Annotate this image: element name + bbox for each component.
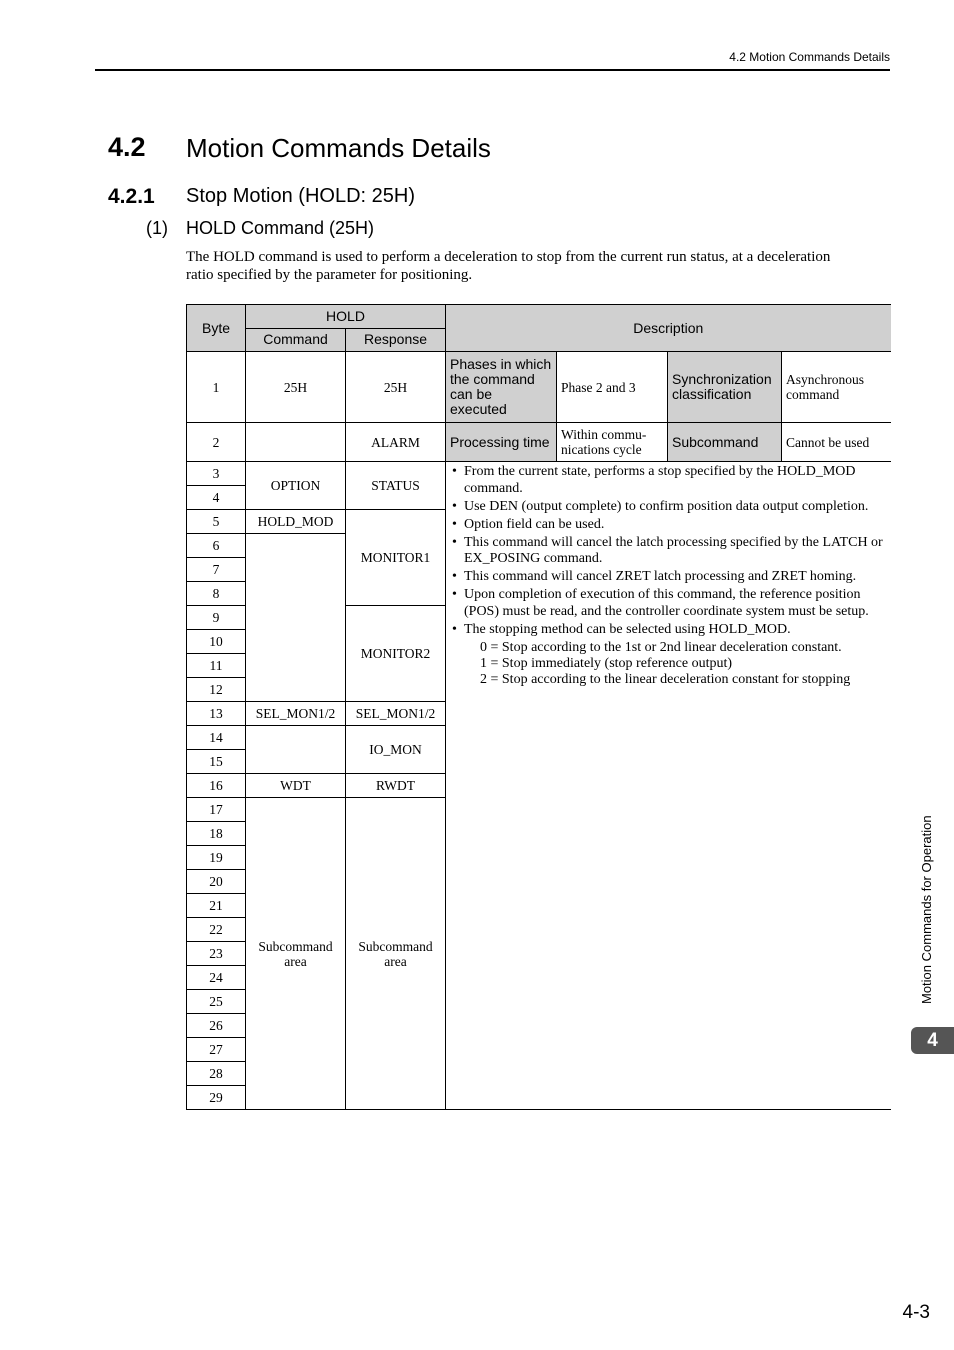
byte-cell: 10 [187, 630, 246, 654]
byte-cell: 25 [187, 990, 246, 1014]
byte-cell: 12 [187, 678, 246, 702]
byte-cell: 27 [187, 1038, 246, 1062]
byte-cell: 8 [187, 582, 246, 606]
section-title: Motion Commands Details [186, 133, 491, 163]
subsection-title: Stop Motion (HOLD: 25H) [186, 185, 415, 207]
sel-mon-command-cell: SEL_MON1/2 [246, 702, 346, 726]
description-cell [446, 462, 891, 1110]
phases-value: Phase 2 and 3 [557, 352, 668, 423]
byte-cell: 18 [187, 822, 246, 846]
byte-cell: 20 [187, 870, 246, 894]
byte-cell: 21 [187, 894, 246, 918]
monitor1-cell: MONITOR1 [346, 510, 446, 606]
byte-cell: 26 [187, 1014, 246, 1038]
intro-line: ratio specified by the parameter for positioning. [186, 267, 473, 283]
response-cell: 25H [346, 352, 446, 423]
processing-time-value: Within commu-nications cycle [557, 423, 668, 462]
header-hold: HOLD [246, 305, 446, 329]
section-number: 4.2 [108, 132, 146, 162]
empty-command-cell [246, 534, 346, 702]
byte-cell: 9 [187, 606, 246, 630]
byte-cell: 16 [187, 774, 246, 798]
status-cell: STATUS [346, 462, 446, 510]
byte-cell: 22 [187, 918, 246, 942]
empty-command-cell [246, 726, 346, 774]
stop-method-item: 2 = Stop according to the linear deceleration constant for stopping [480, 671, 851, 687]
bullet-item: • Upon completion of execution of this command, the reference position (POS) must be read, and the controller coordinate system must be setup. [452, 587, 887, 620]
rwdt-cell: RWDT [346, 774, 446, 798]
header-description: Description [446, 305, 891, 352]
phases-label: Phases in which the command can be executed [446, 352, 557, 423]
processing-time-label: Processing time [446, 423, 557, 462]
byte-cell: 29 [187, 1086, 246, 1110]
side-chapter-label: Motion Commands for Operation [919, 815, 934, 1004]
sync-value: Asynchronous command [782, 352, 891, 423]
header-byte: Byte [187, 305, 246, 352]
command-cell [246, 423, 346, 462]
stop-method-list [452, 640, 887, 688]
intro-paragraph [186, 248, 891, 284]
monitor2-cell: MONITOR2 [346, 606, 446, 702]
subcommand-area-command-cell: Subcommand area [246, 798, 346, 1110]
intro-line: The HOLD command is used to perform a deceleration to stop from the current run status, at a deceleration [186, 249, 831, 265]
byte-cell: 17 [187, 798, 246, 822]
header-rule [95, 69, 890, 71]
byte-cell: 23 [187, 942, 246, 966]
stop-method-item: 1 = Stop immediately (stop reference output) [480, 655, 733, 671]
byte-cell: 1 [187, 352, 246, 423]
bullet-item: • This command will cancel ZRET latch processing and ZRET homing. [452, 569, 887, 586]
byte-cell: 6 [187, 534, 246, 558]
subsubsection-number: (1) [146, 218, 168, 238]
subcommand-value: Cannot be used [782, 423, 891, 462]
byte-cell: 28 [187, 1062, 246, 1086]
subsubsection-title: HOLD Command (25H) [186, 218, 375, 238]
header-command: Command [246, 328, 346, 352]
byte-cell: 19 [187, 846, 246, 870]
command-cell: 25H [246, 352, 346, 423]
byte-cell: 15 [187, 750, 246, 774]
bullet-item: • The stopping method can be selected using HOLD_MOD. [452, 622, 887, 639]
bullet-item: • From the current state, performs a stop specified by the HOLD_MOD command. [452, 464, 887, 497]
chapter-tab: 4 [911, 1027, 954, 1054]
byte-cell: 4 [187, 486, 246, 510]
header-response: Response [346, 328, 446, 352]
option-cell: OPTION [246, 462, 346, 510]
sel-mon-response-cell: SEL_MON1/2 [346, 702, 446, 726]
byte-cell: 3 [187, 462, 246, 486]
description-bullets [452, 464, 887, 638]
stop-method-item: 0 = Stop according to the 1st or 2nd linear deceleration constant. [480, 639, 842, 655]
subcommand-area-response-cell: Subcommand area [346, 798, 446, 1110]
byte-cell: 5 [187, 510, 246, 534]
page-number: 4-3 [902, 1302, 930, 1323]
hold-command-table [186, 304, 891, 1110]
byte-cell: 14 [187, 726, 246, 750]
bullet-item: • Option field can be used. [452, 517, 887, 534]
io-mon-cell: IO_MON [346, 726, 446, 774]
bullet-item: • Use DEN (output complete) to confirm position data output completion. [452, 499, 887, 516]
byte-cell: 13 [187, 702, 246, 726]
subsection-number: 4.2.1 [108, 185, 155, 208]
sync-label: Synchronization classification [668, 352, 782, 423]
running-header: 4.2 Motion Commands Details [729, 50, 890, 64]
bullet-item: • This command will cancel the latch processing specified by the LATCH or EX_POSING command. [452, 535, 887, 568]
response-cell: ALARM [346, 423, 446, 462]
subcommand-label: Subcommand [668, 423, 782, 462]
byte-cell: 2 [187, 423, 246, 462]
byte-cell: 11 [187, 654, 246, 678]
wdt-cell: WDT [246, 774, 346, 798]
hold-mod-cell: HOLD_MOD [246, 510, 346, 534]
byte-cell: 7 [187, 558, 246, 582]
byte-cell: 24 [187, 966, 246, 990]
